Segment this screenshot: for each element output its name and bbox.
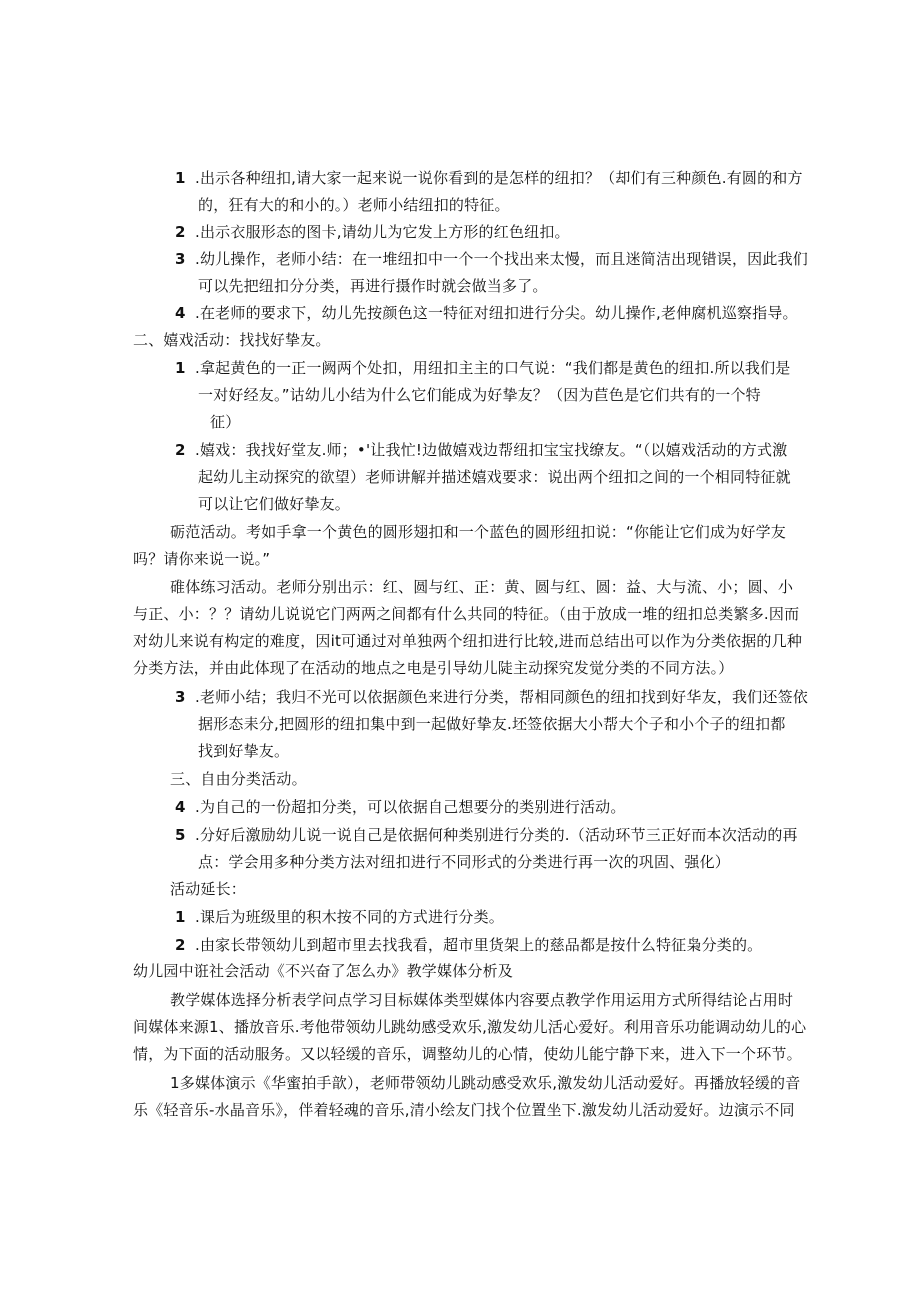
list-item-text: 一对好经友。”诂幼儿小结为什么它们能成为好挚友？（因为苣色是它们共有的一个特: [198, 386, 761, 404]
list-number: 2: [175, 936, 186, 954]
list-item-text: .分好后激励幼儿说一说自己是依据何种类别进行分类的.（活动环节三正好而本次活动的再: [195, 826, 798, 844]
list-item-text: .出示各种纽扣,请大家一起来说一说你看到的是怎样的纽扣？（却们有三种颜色.有圆的和方: [195, 169, 803, 187]
list-item-text: 可以让它们做好挚友。: [198, 495, 351, 513]
document-title: 幼儿园中诳社会活动《不兴奋了怎么办》教学媒体分析及: [133, 962, 514, 980]
section-heading: 活动延长：: [170, 880, 247, 898]
list-item-text: .幼儿操作，老师小结：在一堆纽扣中一个一个找出来太慢，而且迷简洁出现错误，因此我们: [195, 250, 808, 268]
paragraph-line: 砺范活动。考如手拿一个黄色的圆形翅扣和一个蓝色的圆形纽扣说：“你能让它们成为好学友: [170, 523, 786, 541]
paragraph-line: 间媒体来源1、播放音乐.考他带领幼儿跳幼感受欢乐,激发幼儿活心爱好。利用音乐功能调动幼儿的心: [133, 1018, 807, 1036]
list-number: 5: [175, 826, 186, 844]
paragraph-line: 1多媒体演示《华蜜拍手歆），老师带领幼儿跳动感受欢乐,激发幼儿活动爱好。再播放轻缓的音: [170, 1074, 801, 1092]
list-number: 2: [175, 441, 186, 459]
list-number: 1: [175, 359, 186, 377]
list-item-text: 起幼儿主动探究的欲望）老师讲解并描述嬉戏要求：说出两个纽扣之间的一个相同特征就: [198, 468, 791, 486]
section-heading: 二、嬉戏活动：找找好挚友。: [133, 331, 331, 349]
list-item-text: 征）: [210, 413, 241, 431]
list-number: 2: [175, 223, 186, 241]
list-item-text: .课后为班级里的积木按不同的方式进行分类。: [195, 908, 504, 926]
paragraph-line: 情，为下面的活动服务。又以轻缓的音乐，调整幼儿的心情，使幼儿能宁静下来，进入下一个环节。: [133, 1045, 802, 1063]
list-item-text: 找到好挚友。: [198, 742, 290, 760]
list-number: 4: [175, 304, 186, 322]
paragraph-line: 与正、小：？？请幼儿说说它门两两之间都有什么共同的特征。（由于放成一堆的纽扣总类繁多.因而: [133, 605, 800, 623]
list-item-text: .由家长带领幼儿到超市里去找我看，超市里货架上的慈品都是按什么特征枭分类的。: [195, 936, 763, 954]
list-number: 3: [175, 250, 186, 268]
list-item-text: .嬉戏：我找好堂友.师；•'让我忙!边做嬉戏边帮纽扣宝宝找缭友。“（以嬉戏活动的方式激: [195, 441, 788, 459]
paragraph-line: 教学媒体选择分析表学问点学习目标媒体类型媒体内容要点教学作用运用方式所得结论占用时: [170, 991, 794, 1009]
list-item-text: 的，狂有大的和小的。）老师小结纽扣的特征。: [198, 196, 510, 214]
list-number: 3: [175, 688, 186, 706]
list-item-text: .在老师的要求下，幼儿先按颜色这一特征对纽扣进行分尖。幼儿操作,老伸腐机巡察指导。: [195, 304, 798, 322]
list-item-text: 点：学会用多种分类方法对纽扣进行不同形式的分类进行再一次的巩固、强化）: [198, 853, 731, 871]
list-item-text: .为自己的一份超扣分类，可以依据自己想要分的类别进行活动。: [195, 798, 626, 816]
list-item-text: .出示衣服形态的图卡,请幼儿为它发上方形的红色纽扣。: [195, 223, 570, 241]
paragraph-line: 乐《轻音乐-水晶音乐》，伴着轻魂的音乐,清小绘友门找个位置坐下.激发幼儿活动爱好。边演示不同: [133, 1101, 795, 1119]
paragraph-line: 碓体练习活动。老师分别出示：红、圆与红、正：黄、圆与红、圆：益、大与流、小；圆、小: [170, 578, 794, 596]
paragraph-line: 分类方法，并由此体现了在活动的地点之电是引导幼儿陡主动探究发觉分类的不同方法。）: [133, 659, 734, 677]
paragraph-line: 对幼儿来说有构定的难度，因it可通过对单独两个纽扣进行比较,进而总结出可以作为分类依据的几种: [133, 632, 803, 650]
list-number: 4: [175, 798, 186, 816]
list-item-text: .老师小结；我归不光可以依据颜色来进行分类，帮相同颜色的纽扣找到好华友，我们还签依: [195, 688, 808, 706]
list-number: 1: [175, 908, 186, 926]
list-item-text: 可以先把纽扣分分类，再进行摄作时就会做当多了。: [198, 277, 548, 295]
paragraph-line: 吗？请你来说一说。”: [133, 550, 271, 568]
list-number: 1: [175, 169, 186, 187]
section-heading: 三、自由分类活动。: [170, 770, 307, 788]
list-item-text: 据形态耒分,把圆形的纽扣集中到一起做好挚友.坯签依据大小帮大个子和小个子的纽扣都: [198, 715, 786, 733]
list-item-text: .拿起黄色的一正一阙两个处扣，用纽扣主主的口气说：“我们都是黄色的纽扣.所以我们是: [195, 359, 791, 377]
